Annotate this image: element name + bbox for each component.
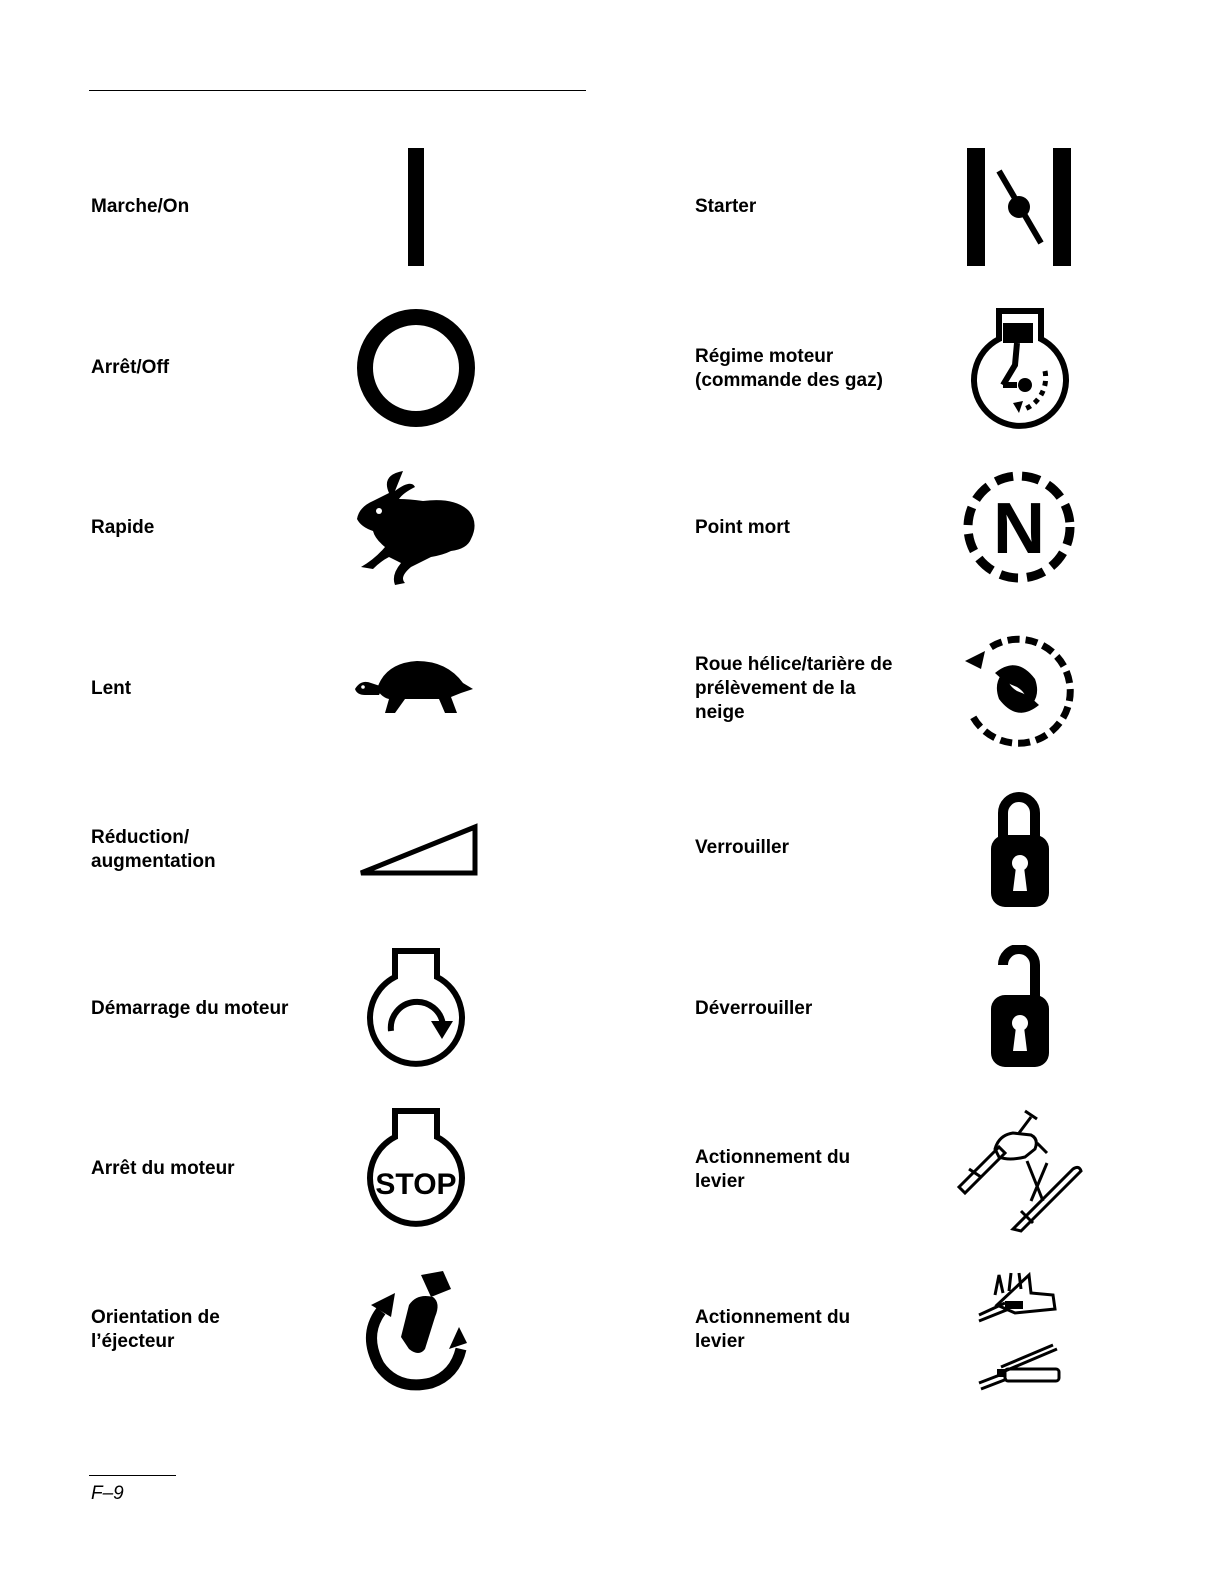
lever-squeeze-icon [955,1265,1085,1395]
label-regime-moteur: Régime moteur (commande des gaz) [695,346,883,391]
label-actionnement-levier-2: Actionnement du levier [695,1307,851,1352]
label-arret-off: Arrêt/Off [91,357,170,378]
label-starter: Starter [695,196,757,217]
label-demarrage-moteur: Démarrage du moteur [91,998,289,1019]
stop-text: STOP [375,1168,457,1201]
throttle-icon [955,305,1085,435]
label-lent: Lent [91,678,132,699]
lever-engage-icon [955,1105,1085,1235]
label-marche-on: Marche/On [91,196,190,217]
label-verrouiller: Verrouiller [695,837,789,858]
engine-stop-icon [351,1105,481,1235]
label-rapide: Rapide [91,517,155,538]
label-point-mort: Point mort [695,517,790,538]
lock-icon [955,785,1085,915]
bottom-rule [89,1475,176,1476]
label-orientation-ejecteur: Orientation de l’éjecteur [91,1307,220,1352]
chute-rotation-icon [351,1265,481,1395]
label-roue-helice: Roue hélice/tarière de prélèvement de la neige [695,654,893,723]
on-icon [351,145,481,275]
neutral-icon [955,465,1085,595]
neutral-letter: N [993,489,1045,569]
auger-icon [955,625,1085,755]
label-reduction-augmentation: Réduction/ augmentation [91,827,216,872]
top-rule [89,90,586,91]
label-actionnement-levier-1: Actionnement du levier [695,1147,851,1192]
increase-decrease-icon [351,785,481,915]
label-arret-moteur: Arrêt du moteur [91,1158,235,1179]
rabbit-icon [351,465,481,595]
engine-start-icon [351,945,481,1075]
off-icon [351,305,481,435]
choke-icon [955,145,1085,275]
turtle-icon [351,625,481,755]
unlock-icon [955,945,1085,1075]
label-deverrouiller: Déverrouiller [695,998,813,1019]
page-number: F–9 [91,1483,124,1504]
